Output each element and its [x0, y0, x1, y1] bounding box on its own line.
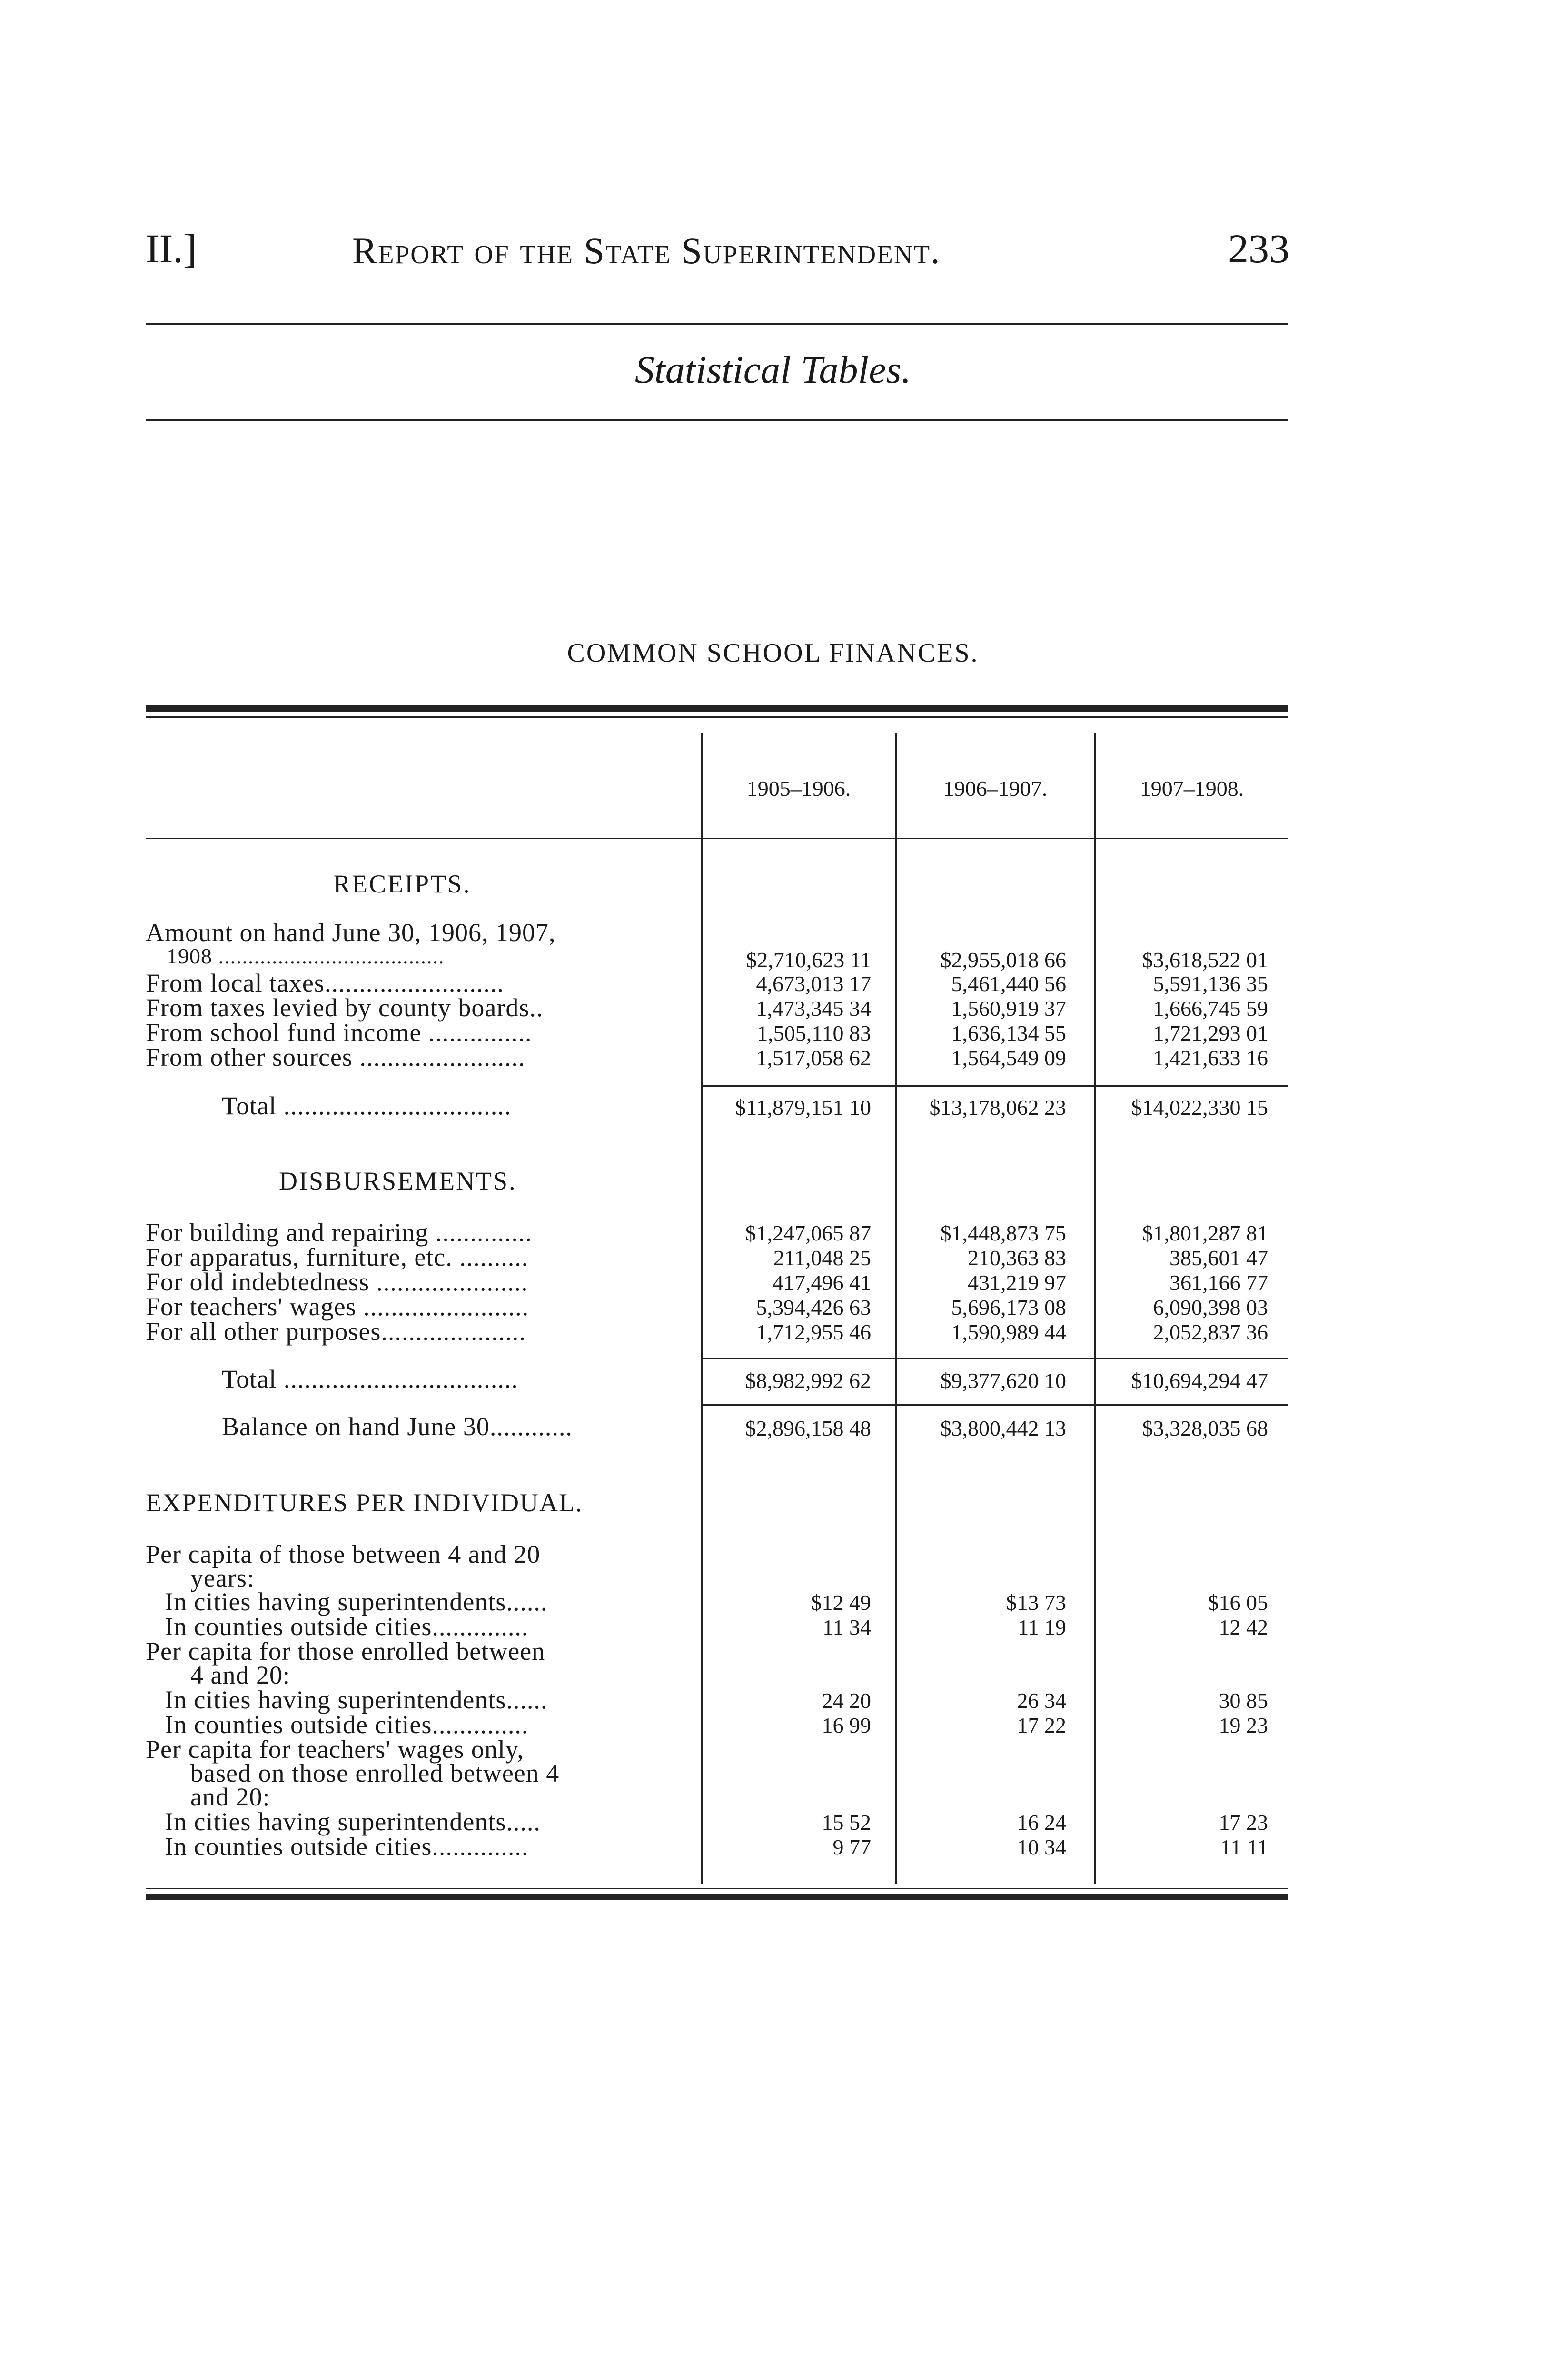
- expenditure-row-label: In counties outside cities..............: [165, 1612, 529, 1641]
- balance-value: $3,800,442 13: [940, 1416, 1066, 1440]
- disbursements-total-label: Total ..................................: [222, 1365, 518, 1393]
- expenditure-value: 11 19: [1018, 1615, 1066, 1639]
- subtitle: Statistical Tables.: [634, 348, 912, 391]
- disbursement-value: 431,219 97: [968, 1270, 1066, 1295]
- running-title: Report of the State Superintendent.: [352, 230, 941, 271]
- receipts-value: 1,636,134 55: [951, 1021, 1066, 1045]
- disbursement-value: 417,496 41: [773, 1270, 871, 1295]
- subtitle-rule: [146, 419, 1288, 421]
- disbursements-total-value: $8,982,992 62: [745, 1368, 871, 1393]
- receipts-row-label: 1908 ......................................: [167, 944, 445, 968]
- expenditure-value: $12 49: [811, 1590, 871, 1615]
- disbursement-row-label: For all other purposes.....................: [146, 1317, 526, 1346]
- col-divider-2: [895, 733, 897, 1884]
- header-rule: [146, 838, 1288, 839]
- balance-value: $2,896,158 48: [745, 1416, 871, 1440]
- expenditure-value: 11 11: [1220, 1835, 1268, 1859]
- disbursement-value: 6,090,398 03: [1153, 1295, 1268, 1319]
- table-bottom-rule-thin: [146, 1888, 1288, 1889]
- disbursement-value: 210,363 83: [968, 1246, 1066, 1270]
- receipts-value: $2,710,623 11: [746, 948, 871, 972]
- running-head: [0, 225, 1546, 277]
- expenditure-row-label: In cities having superintendents......: [165, 1686, 548, 1714]
- expenditure-value: 16 99: [822, 1713, 871, 1737]
- disbursement-value: 361,166 77: [1169, 1270, 1268, 1295]
- expenditure-value: 19 23: [1219, 1713, 1268, 1737]
- expenditure-value: $13 73: [1006, 1590, 1066, 1615]
- expenditure-row-label: In cities having superintendents......: [165, 1587, 548, 1616]
- receipts-value: 1,564,549 09: [951, 1046, 1066, 1070]
- disbursements-sum-rule: [701, 1358, 1288, 1359]
- col-divider-3: [1094, 733, 1096, 1884]
- disbursement-row-label: For apparatus, furniture, etc. ..........: [146, 1243, 529, 1271]
- expenditure-value: 15 52: [822, 1810, 871, 1835]
- expenditure-value: 16 24: [1017, 1810, 1066, 1835]
- disbursement-value: 385,601 47: [1169, 1246, 1268, 1270]
- expenditure-row-label: In counties outside cities..............: [165, 1832, 529, 1861]
- balance-rule: [701, 1404, 1288, 1406]
- expenditure-value: 17 22: [1017, 1713, 1066, 1737]
- col-divider-1: [701, 733, 703, 1884]
- expenditure-row-label: In counties outside cities..............: [165, 1710, 529, 1739]
- disbursement-value: 1,712,955 46: [756, 1320, 871, 1344]
- expenditure-group-caption: years:: [190, 1564, 255, 1592]
- expenditure-group-caption: Per capita for teachers' wages only,: [146, 1735, 524, 1764]
- expenditure-row-label: In cities having superintendents.....: [165, 1807, 541, 1836]
- disbursements-total-value: $9,377,620 10: [940, 1368, 1066, 1393]
- table-bottom-rule: [146, 1894, 1288, 1900]
- expenditure-value: 17 23: [1219, 1810, 1268, 1835]
- expenditure-group-caption: 4 and 20:: [190, 1661, 290, 1689]
- disbursement-value: 5,696,173 08: [951, 1295, 1066, 1319]
- disbursements-heading: DISBURSEMENTS.: [279, 1167, 517, 1195]
- expenditure-value: 9 77: [832, 1835, 871, 1859]
- receipts-value: 1,517,058 62: [756, 1046, 871, 1070]
- expenditure-value: 11 34: [823, 1615, 871, 1639]
- expenditure-value: 10 34: [1017, 1835, 1066, 1859]
- balance-value: $3,328,035 68: [1142, 1416, 1268, 1440]
- disbursement-row-label: For building and repairing ..............: [146, 1218, 532, 1247]
- receipts-value: 1,421,633 16: [1153, 1046, 1268, 1070]
- receipts-row-label: From school fund income ...............: [146, 1018, 532, 1047]
- column-header-1906: 1906–1907.: [943, 776, 1048, 801]
- receipts-total-value: $13,178,062 23: [929, 1095, 1066, 1120]
- table-top-rule: [146, 705, 1288, 712]
- receipts-value: $3,618,522 01: [1142, 948, 1268, 972]
- table-title: COMMON SCHOOL FINANCES.: [567, 638, 979, 668]
- receipts-total-value: $11,879,151 10: [735, 1095, 871, 1120]
- disbursement-value: 1,590,989 44: [951, 1320, 1066, 1344]
- disbursement-value: 211,048 25: [773, 1246, 871, 1270]
- receipts-value: 5,591,136 35: [1153, 972, 1268, 996]
- receipts-total-label: Total .................................: [222, 1091, 512, 1120]
- head-rule: [146, 323, 1288, 325]
- disbursement-value: $1,801,287 81: [1142, 1221, 1268, 1245]
- expenditure-group-caption: and 20:: [190, 1783, 270, 1811]
- disbursement-row-label: For teachers' wages ........................: [146, 1292, 529, 1321]
- receipts-value: 1,666,745 59: [1153, 996, 1268, 1021]
- balance-label: Balance on hand June 30............: [222, 1412, 573, 1441]
- disbursement-value: $1,448,873 75: [940, 1221, 1066, 1245]
- expenditure-group-caption: based on those enrolled between 4: [190, 1759, 560, 1787]
- receipts-row-label: From taxes levied by county boards..: [146, 993, 544, 1022]
- disbursement-row-label: For old indebtedness ......................: [146, 1268, 528, 1296]
- receipts-value: 1,473,345 34: [756, 996, 871, 1021]
- expenditure-group-caption: Per capita for those enrolled between: [146, 1637, 545, 1666]
- page-number: 233: [1228, 226, 1289, 271]
- disbursement-value: 2,052,837 36: [1153, 1320, 1268, 1344]
- disbursement-value: $1,247,065 87: [745, 1221, 871, 1245]
- expenditure-value: 26 34: [1017, 1688, 1066, 1713]
- disbursement-value: 5,394,426 63: [756, 1295, 871, 1319]
- expenditure-value: $16 05: [1208, 1590, 1268, 1615]
- receipts-row-label: From other sources ........................: [146, 1043, 525, 1071]
- receipts-value: 1,505,110 83: [757, 1021, 871, 1045]
- column-header-1907: 1907–1908.: [1140, 776, 1244, 801]
- receipts-value: 1,560,919 37: [951, 996, 1066, 1021]
- receipts-value: 4,673,013 17: [756, 972, 871, 996]
- expenditure-group-caption: Per capita of those between 4 and 20: [146, 1540, 541, 1568]
- table-top-rule-thin: [146, 716, 1288, 718]
- expenditure-value: 24 20: [822, 1688, 871, 1713]
- expenditure-value: 30 85: [1219, 1688, 1268, 1713]
- receipts-value: 1,721,293 01: [1153, 1021, 1268, 1045]
- column-header-1905: 1905–1906.: [746, 776, 851, 801]
- section-number: II.]: [146, 226, 197, 271]
- receipts-value: $2,955,018 66: [940, 948, 1066, 972]
- expenditures-heading: EXPENDITURES PER INDIVIDUAL.: [146, 1488, 583, 1517]
- receipts-sum-rule: [701, 1085, 1288, 1087]
- receipts-value: 5,461,440 56: [951, 972, 1066, 996]
- disbursements-total-value: $10,694,294 47: [1131, 1368, 1268, 1393]
- receipts-row-label: From local taxes..........................: [146, 969, 504, 997]
- receipts-total-value: $14,022,330 15: [1131, 1095, 1268, 1120]
- receipts-heading: RECEIPTS.: [333, 870, 471, 898]
- expenditure-value: 12 42: [1219, 1615, 1268, 1639]
- receipts-row-label-line1: Amount on hand June 30, 1906, 1907,: [146, 918, 556, 947]
